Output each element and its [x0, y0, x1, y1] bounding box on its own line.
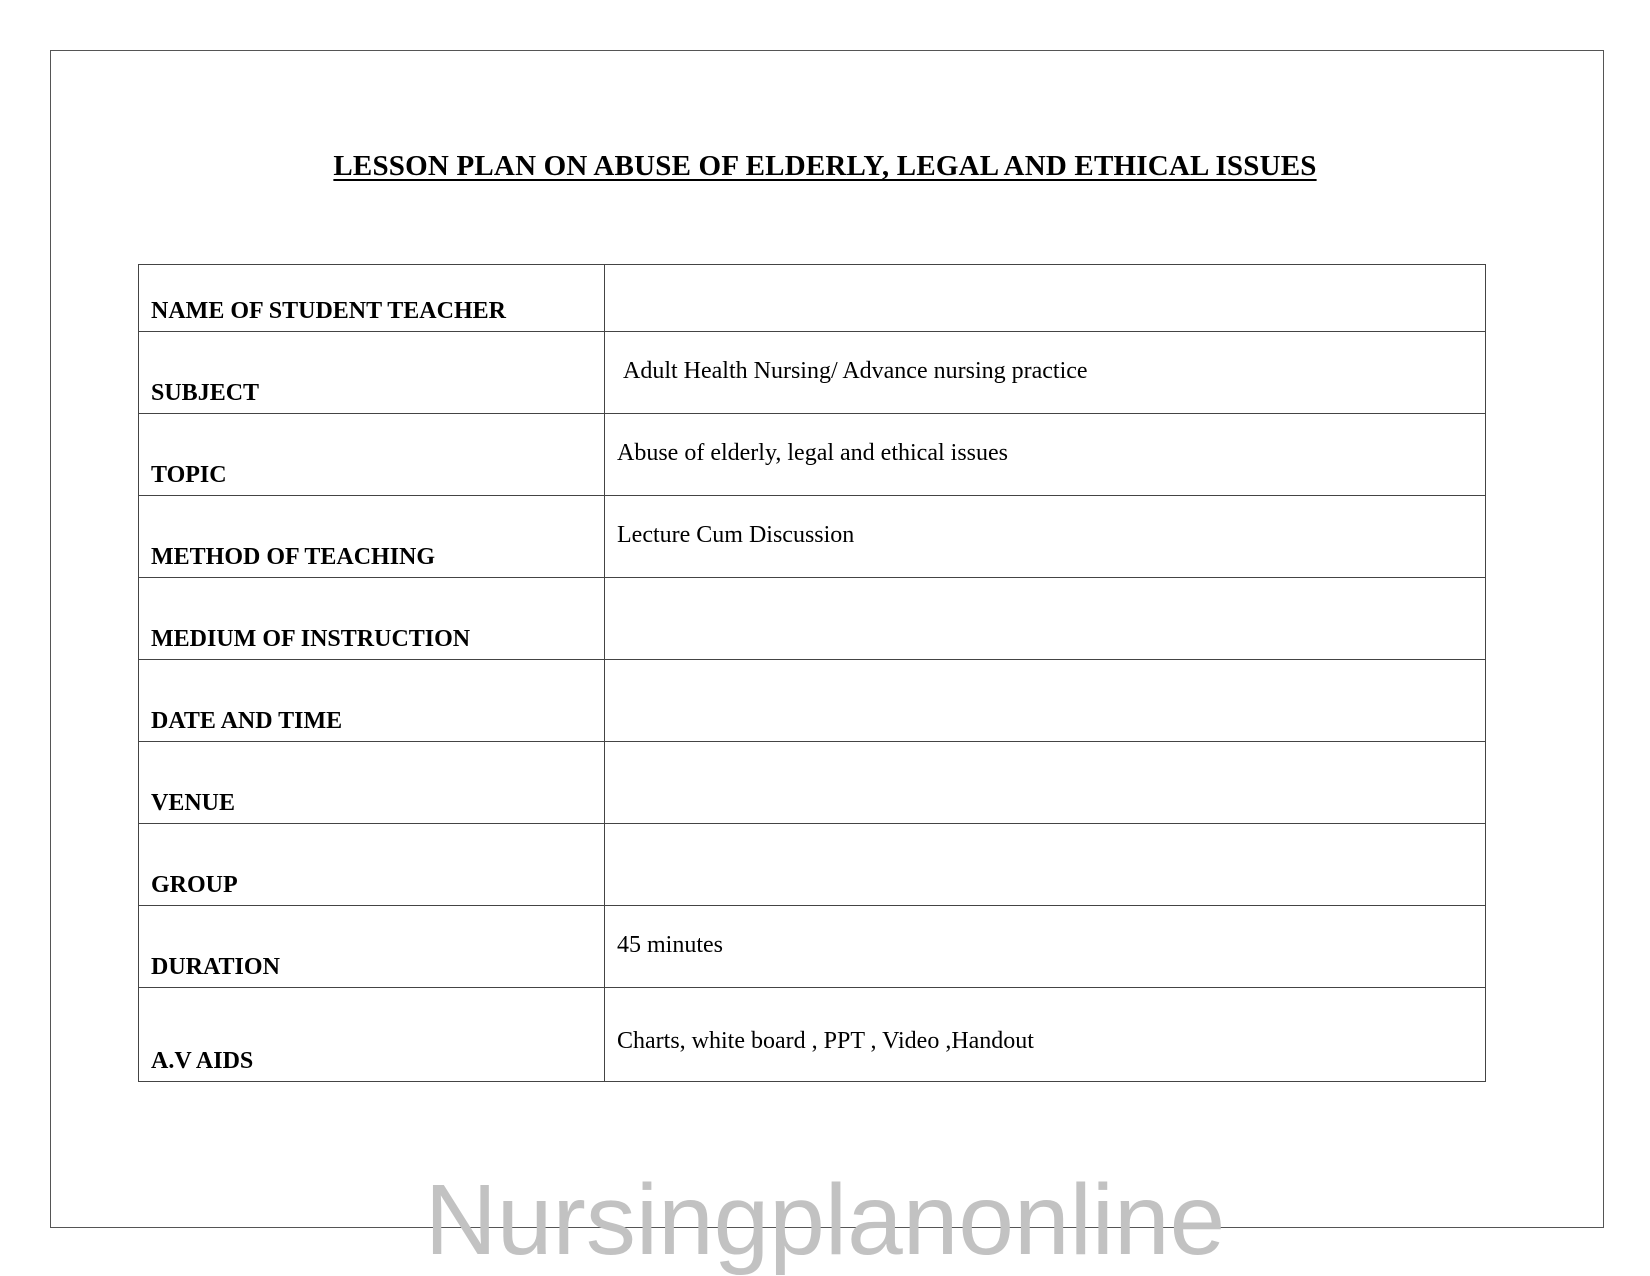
lesson-plan-table [138, 264, 1486, 1082]
value-cell [605, 660, 1486, 742]
row-label-date-and-time: DATE AND TIME [151, 708, 343, 734]
value-cell [605, 578, 1486, 660]
row-value-topic: Abuse of elderly, legal and ethical issues [617, 440, 1008, 466]
label-cell [139, 332, 605, 414]
table-row [139, 906, 1486, 988]
row-label-topic: TOPIC [151, 462, 227, 488]
value-cell [605, 824, 1486, 906]
label-cell [139, 578, 605, 660]
label-cell [139, 988, 605, 1082]
value-cell [605, 496, 1486, 578]
value-cell [605, 906, 1486, 988]
table-row [139, 660, 1486, 742]
value-cell [605, 742, 1486, 824]
table-row [139, 496, 1486, 578]
document-title: LESSON PLAN ON ABUSE OF ELDERLY, LEGAL AND ETHICAL ISSUES [333, 150, 1317, 182]
table-row [139, 742, 1486, 824]
row-label-group: GROUP [151, 872, 238, 898]
label-cell [139, 414, 605, 496]
row-value-subject: Adult Health Nursing/ Advance nursing practice [623, 358, 1088, 384]
watermark: Nursingplanonline [424, 1164, 1226, 1276]
value-cell [605, 265, 1486, 332]
label-cell [139, 496, 605, 578]
table-row [139, 988, 1486, 1082]
row-value-duration: 45 minutes [617, 932, 723, 958]
value-cell [605, 988, 1486, 1082]
row-label-duration: DURATION [151, 954, 280, 980]
value-cell [605, 332, 1486, 414]
row-label-av-aids: A.V AIDS [151, 1048, 254, 1074]
label-cell [139, 265, 605, 332]
row-value-method-of-teaching: Lecture Cum Discussion [617, 522, 855, 548]
label-cell [139, 742, 605, 824]
label-cell [139, 906, 605, 988]
table-row [139, 265, 1486, 332]
row-label-method-of-teaching: METHOD OF TEACHING [151, 544, 436, 570]
table-row [139, 414, 1486, 496]
row-label-subject: SUBJECT [151, 380, 260, 406]
row-label-name-of-student-teacher: NAME OF STUDENT TEACHER [151, 298, 506, 324]
row-value-av-aids: Charts, white board , PPT , Video ,Handout [617, 1028, 1034, 1054]
value-cell [605, 414, 1486, 496]
table-row [139, 332, 1486, 414]
label-cell [139, 824, 605, 906]
table-row [139, 578, 1486, 660]
row-label-venue: VENUE [151, 790, 236, 816]
row-label-medium-of-instruction: MEDIUM OF INSTRUCTION [151, 626, 471, 652]
label-cell [139, 660, 605, 742]
table-row [139, 824, 1486, 906]
